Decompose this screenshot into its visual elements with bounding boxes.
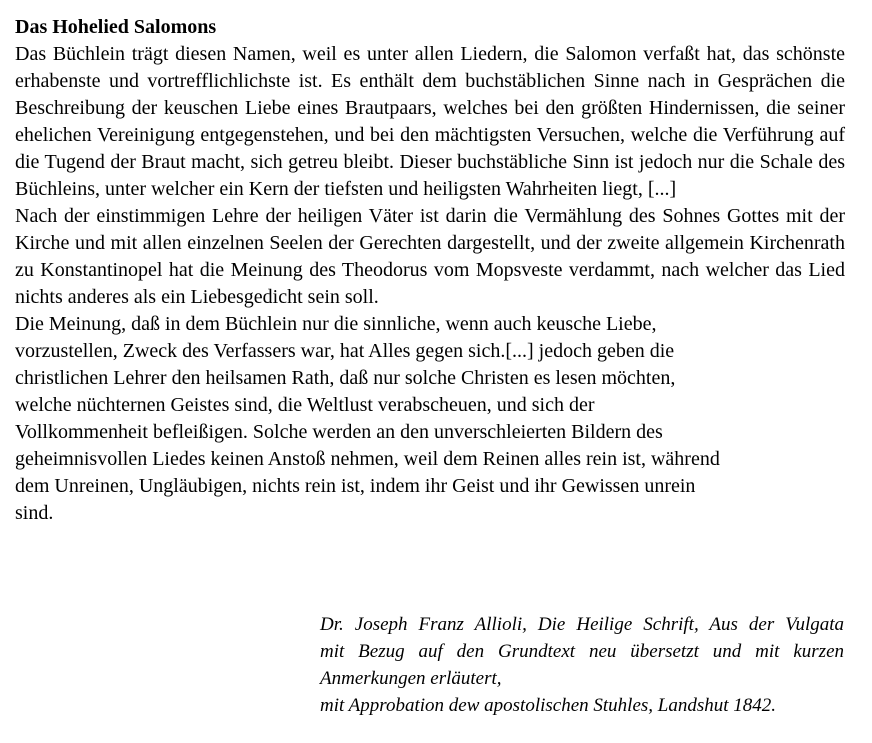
paragraph-line: vorzustellen, Zweck des Verfassers war, hat Alles gegen sich.[...] jedoch geben die bbox=[15, 340, 675, 362]
citation-line: Anmerkungen erläutert, bbox=[320, 668, 502, 689]
paragraph-church-fathers: Nach der einstimmigen Lehre der heiligen Väter ist darin die Vermählung des Sohnes Gottes mit der Kirche und mit allen einzelnen Seelen der Gerechten dargestellt, und der zweite allgemein Kirchenrath zu Konstantinopel hat die Meinung des Theodorus vom Mopsveste verdammt, nach welcher das Lied nichts anderes als ein Liebesgedicht sein soll. bbox=[15, 205, 845, 308]
paragraph-line: welche nüchternen Geistes sind, die Weltlust verabscheuen, und sich der bbox=[15, 394, 595, 416]
citation-line: Dr. Joseph Franz Allioli, Die Heilige Schrift, Aus der Vulgata bbox=[320, 614, 844, 635]
paragraph-line: Die Meinung, daß in dem Büchlein nur die sinnliche, wenn auch keusche Liebe, bbox=[15, 313, 657, 335]
document-title: Das Hohelied Salomons bbox=[15, 16, 217, 38]
paragraph-line: geheimnisvollen Liedes keinen Anstoß nehmen, weil dem Reinen alles rein ist, während bbox=[15, 448, 720, 470]
source-citation bbox=[320, 611, 844, 719]
paragraph-line: christlichen Lehrer den heilsamen Rath, daß nur solche Christen es lesen möchten, bbox=[15, 367, 676, 389]
citation-line: mit Bezug auf den Grundtext neu übersetzt und mit kurzen bbox=[320, 641, 844, 662]
citation-line: mit Approbation dew apostolischen Stuhles, Landshut 1842. bbox=[320, 695, 777, 716]
paragraph-intro: Das Büchlein trägt diesen Namen, weil es unter allen Liedern, die Salomon verfaßt hat, das schönste erhabenste und vortrefflichlichste ist. Es enthält dem buchstäblichen Sinne nach in Gesprächen die Beschreibung der keuschen Liebe eines Brautpaars, welches bei den größten Hindernissen, die seiner ehelichen Vereinigung entgegenstehen, und bei den mächtigsten Versuchen, welche die Verführung auf die Tugend der Braut macht, sich getreu bleibt. Dieser buchstäbliche Sinn ist jedoch nur die Schale des Büchleins, unter welcher ein Kern der tiefsten und heiligsten Wahrheiten liegt, [...] bbox=[15, 43, 845, 200]
paragraph-line: sind. bbox=[15, 502, 54, 524]
document-body bbox=[15, 14, 845, 527]
paragraph-line: dem Unreinen, Ungläubigen, nichts rein ist, indem ihr Geist und ihr Gewissen unrein bbox=[15, 475, 696, 497]
paragraph-line: Vollkommenheit befleißigen. Solche werden an den unverschleierten Bildern des bbox=[15, 421, 663, 443]
paragraph-meaning bbox=[15, 311, 845, 527]
